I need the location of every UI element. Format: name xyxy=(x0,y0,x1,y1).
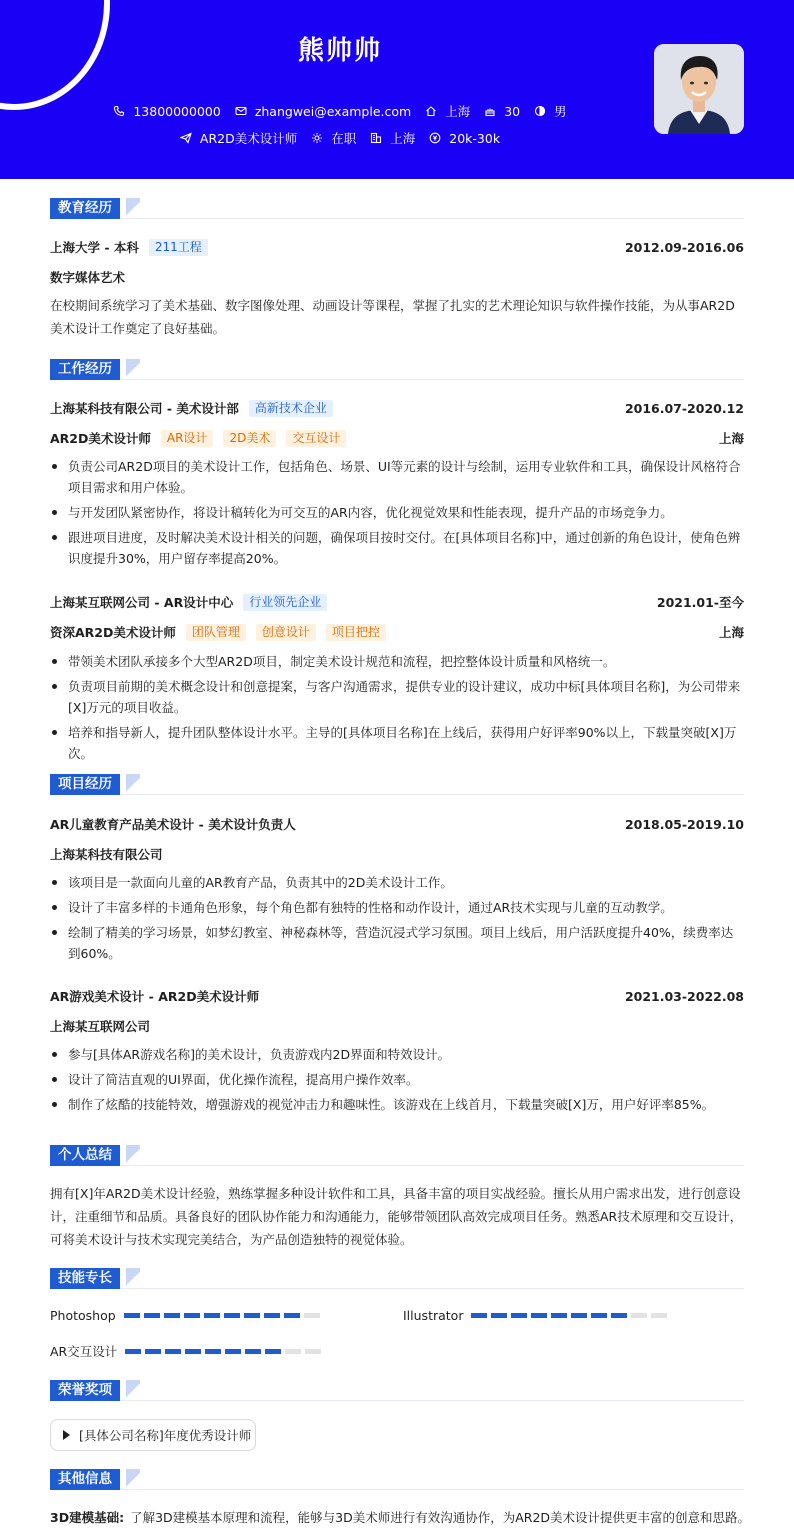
work-2-header xyxy=(50,593,744,611)
section-awards xyxy=(50,1380,744,1402)
salary-icon xyxy=(429,132,441,144)
skill-level-segment xyxy=(531,1313,547,1318)
skill-level-segment xyxy=(145,1349,161,1354)
award-text: [具体公司名称]年度优秀设计师 xyxy=(79,1428,252,1443)
skill-level-segment xyxy=(164,1313,180,1318)
skill-level-segment xyxy=(284,1313,300,1318)
skill-level-segment xyxy=(224,1313,240,1318)
skill-level-segment xyxy=(204,1313,220,1318)
education-period: 2012.09-2016.06 xyxy=(624,239,744,255)
skill-ar-interaction xyxy=(50,1342,325,1360)
work-2-company: 上海某互联网公司 - AR设计中心 xyxy=(50,595,234,610)
other-text: 了解3D建模基本原理和流程，能够与3D美术师进行有效沟通协作，为AR2D美术设计提供更丰富的创意和思路。 xyxy=(130,1510,751,1525)
section-education-title: 教育经历 xyxy=(50,198,120,219)
send-icon xyxy=(180,132,192,144)
status-text: 在职 xyxy=(331,131,357,146)
skill-level-segment xyxy=(491,1313,507,1318)
section-projects-title: 项目经历 xyxy=(50,774,120,795)
skill-level-segment xyxy=(184,1313,200,1318)
project-2-name: AR游戏美术设计 - AR2D美术设计师 xyxy=(50,989,260,1004)
project-2-company: 上海某互联网公司 xyxy=(50,1019,151,1034)
skill-level-segment xyxy=(205,1349,221,1354)
skill-level-segment xyxy=(631,1313,647,1318)
section-other xyxy=(50,1469,744,1491)
city-item xyxy=(370,129,415,147)
section-other-title: 其他信息 xyxy=(50,1469,120,1490)
skill-level-segment xyxy=(305,1349,321,1354)
skill-level-segment xyxy=(571,1313,587,1318)
section-work-title: 工作经历 xyxy=(50,359,120,380)
section-skills xyxy=(50,1268,744,1290)
cake-icon xyxy=(484,105,496,117)
skill-level-segment xyxy=(611,1313,627,1318)
list-item: 负责项目前期的美术概念设计和创意提案，与客户沟通需求，提供专业的设计建议，成功中标[具体项目名称]，为公司带来[X]万元的项目收益。 xyxy=(50,676,744,718)
section-awards-title: 荣誉奖项 xyxy=(50,1380,120,1401)
job-target-item xyxy=(180,129,297,147)
email-text: zhangwei@example.com xyxy=(254,103,412,119)
phone-text: 13800000000 xyxy=(133,103,221,119)
work-2-tag: 项目把控 xyxy=(326,624,386,641)
education-description: 在校期间系统学习了美术基础、数字图像处理、动画设计等课程，掌握了扎实的艺术理论知识与软件操作技能，为从事AR2D美术设计工作奠定了良好基础。 xyxy=(50,298,735,336)
resume-header xyxy=(0,0,794,179)
section-work xyxy=(50,359,744,381)
section-education xyxy=(50,198,744,220)
portrait-image xyxy=(654,44,744,134)
skill-level-segment xyxy=(285,1349,301,1354)
work-2-period: 2021.01-至今 xyxy=(656,595,744,610)
work-1-location: 上海 xyxy=(718,431,744,446)
skill-level-segment xyxy=(265,1349,281,1354)
age-item xyxy=(484,104,520,119)
skill-level-segment xyxy=(124,1313,140,1318)
mail-icon xyxy=(235,105,247,117)
skill-level-segment xyxy=(165,1349,181,1354)
triangle-bullet-icon xyxy=(63,1430,70,1440)
age-text: 30 xyxy=(504,103,521,119)
project-1-name: AR儿童教育产品美术设计 - 美术设计负责人 xyxy=(50,817,296,832)
work-1-header xyxy=(50,399,744,417)
skill-level-segment xyxy=(511,1313,527,1318)
skill-level-meter xyxy=(471,1313,671,1318)
gender-text: 男 xyxy=(554,104,567,119)
work-2-company-tag: 行业领先企业 xyxy=(243,594,327,611)
section-summary-title: 个人总结 xyxy=(50,1145,120,1166)
section-skills-title: 技能专长 xyxy=(50,1268,120,1289)
other-info xyxy=(50,1508,750,1528)
work-2-title: 资深AR2D美术设计师 xyxy=(50,625,176,640)
status-gear-icon xyxy=(311,132,323,144)
education-header xyxy=(50,238,744,256)
skill-level-segment xyxy=(245,1349,261,1354)
location-item xyxy=(425,102,470,120)
skill-level-segment xyxy=(471,1313,487,1318)
work-1-company: 上海某科技有限公司 - 美术设计部 xyxy=(50,401,239,416)
email-item xyxy=(235,104,411,119)
section-projects xyxy=(50,774,744,796)
job-target-text: AR2D美术设计师 xyxy=(199,131,298,146)
work-1-tag: AR设计 xyxy=(161,430,214,447)
location-text: 上海 xyxy=(445,104,471,119)
skill-level-segment xyxy=(144,1313,160,1318)
list-item: 跟进项目进度，及时解决美术设计相关的问题，确保项目按时交付。在[具体项目名称]中，通过创新的角色设计，使角色辨识度提升30%，用户留存率提高20%。 xyxy=(50,527,744,569)
education-major: 数字媒体艺术 xyxy=(50,270,126,285)
skill-level-segment xyxy=(551,1313,567,1318)
gender-icon xyxy=(534,105,546,117)
work-2-role xyxy=(50,623,744,641)
work-1-role xyxy=(50,429,744,447)
list-item: 与开发团队紧密协作，将设计稿转化为可交互的AR内容，优化视觉效果和性能表现，提升产品的市场竞争力。 xyxy=(50,502,744,523)
other-label: 3D建模基础: xyxy=(50,1510,125,1525)
skill-level-segment xyxy=(244,1313,260,1318)
skill-level-segment xyxy=(185,1349,201,1354)
skill-photoshop xyxy=(50,1308,324,1323)
list-item: 负责公司AR2D项目的美术设计工作，包括角色、场景、UI等元素的设计与绘制，运用专业软件和工具，确保设计风格符合项目需求和用户体验。 xyxy=(50,456,744,498)
skill-level-meter xyxy=(124,1313,324,1318)
project-2-header xyxy=(50,987,744,1005)
phone-item xyxy=(113,104,220,119)
skill-level-segment xyxy=(125,1349,141,1354)
project-1-header xyxy=(50,815,744,833)
list-item: 设计了简洁直观的UI界面，优化操作流程，提高用户操作效率。 xyxy=(50,1069,744,1090)
list-item: 带领美术团队承接多个大型AR2D项目，制定美术设计规范和流程，把控整体设计质量和风格统一。 xyxy=(50,651,744,672)
status-item xyxy=(311,129,356,147)
project-2-bullets xyxy=(50,1044,744,1119)
gender-item xyxy=(534,102,567,120)
list-item: 培养和指导新人，提升团队整体设计水平。主导的[具体项目名称]在上线后，获得用户好评率90%以上，下载量突破[X]万次。 xyxy=(50,722,744,764)
work-2-bullets xyxy=(50,651,744,768)
work-1-tag: 交互设计 xyxy=(286,430,346,447)
work-1-bullets xyxy=(50,456,744,573)
skill-level-segment xyxy=(225,1349,241,1354)
skill-level-segment xyxy=(591,1313,607,1318)
work-2-location: 上海 xyxy=(718,625,744,640)
intent-row xyxy=(0,129,680,147)
skill-label: AR交互设计 xyxy=(50,1344,118,1359)
city-text: 上海 xyxy=(390,131,416,146)
project-1-company-row xyxy=(50,845,744,863)
work-2-tag: 创意设计 xyxy=(256,624,316,641)
list-item: 参与[具体AR游戏名称]的美术设计，负责游戏内2D界面和特效设计。 xyxy=(50,1044,744,1065)
salary-item xyxy=(429,131,500,146)
skill-level-meter xyxy=(125,1349,325,1354)
summary-text: 拥有[X]年AR2D美术设计经验，熟练掌握多种设计软件和工具，具备丰富的项目实战经验。擅长从用户需求出发，进行创意设计，注重细节和品质。具备良好的团队协作能力和沟通能力，能够带领团队高效完成项目任务。熟悉AR技术原理和交互设计，可将美术设计与技术实现完美结合，为产品创造独特的视觉体验。 xyxy=(50,1186,743,1247)
work-1-tag: 2D美术 xyxy=(223,430,276,447)
project-1-period: 2018.05-2019.10 xyxy=(624,816,744,832)
education-major-row xyxy=(50,268,744,286)
list-item: 绘制了精美的学习场景，如梦幻教室、神秘森林等，营造沉浸式学习氛围。项目上线后，用户活跃度提升40%，续费率达到60%。 xyxy=(50,922,744,964)
skill-label: Illustrator xyxy=(403,1308,464,1323)
project-2-period: 2021.03-2022.08 xyxy=(624,988,744,1004)
skill-level-segment xyxy=(651,1313,667,1318)
skill-level-segment xyxy=(304,1313,320,1318)
list-item: 该项目是一款面向儿童的AR教育产品，负责其中的2D美术设计工作。 xyxy=(50,872,744,893)
skill-label: Photoshop xyxy=(50,1308,116,1323)
section-summary xyxy=(50,1145,744,1167)
list-item: 制作了炫酷的技能特效，增强游戏的视觉冲击力和趣味性。该游戏在上线首月，下载量突破[X]万，用户好评率85%。 xyxy=(50,1094,744,1115)
skill-level-segment xyxy=(264,1313,280,1318)
phone-icon xyxy=(113,105,125,117)
candidate-name: 熊帅帅 xyxy=(297,36,382,66)
home-icon xyxy=(425,105,437,117)
work-1-title: AR2D美术设计师 xyxy=(50,431,151,446)
avatar xyxy=(654,44,744,134)
building-icon xyxy=(370,132,382,144)
list-item: 设计了丰富多样的卡通角色形象，每个角色都有独特的性格和动作设计，通过AR技术实现与儿童的互动教学。 xyxy=(50,897,744,918)
skill-illustrator xyxy=(403,1308,671,1323)
education-tag: 211工程 xyxy=(149,239,208,256)
work-1-period: 2016.07-2020.12 xyxy=(624,400,744,416)
salary-text: 20k-30k xyxy=(449,130,501,146)
work-2-tag: 团队管理 xyxy=(186,624,246,641)
project-1-company: 上海某科技有限公司 xyxy=(50,847,163,862)
award-item xyxy=(50,1419,256,1451)
project-1-bullets xyxy=(50,872,744,968)
project-2-company-row xyxy=(50,1017,744,1035)
work-1-company-tag: 高新技术企业 xyxy=(249,400,333,417)
education-school: 上海大学 - 本科 xyxy=(50,240,139,255)
contact-row xyxy=(0,102,680,120)
